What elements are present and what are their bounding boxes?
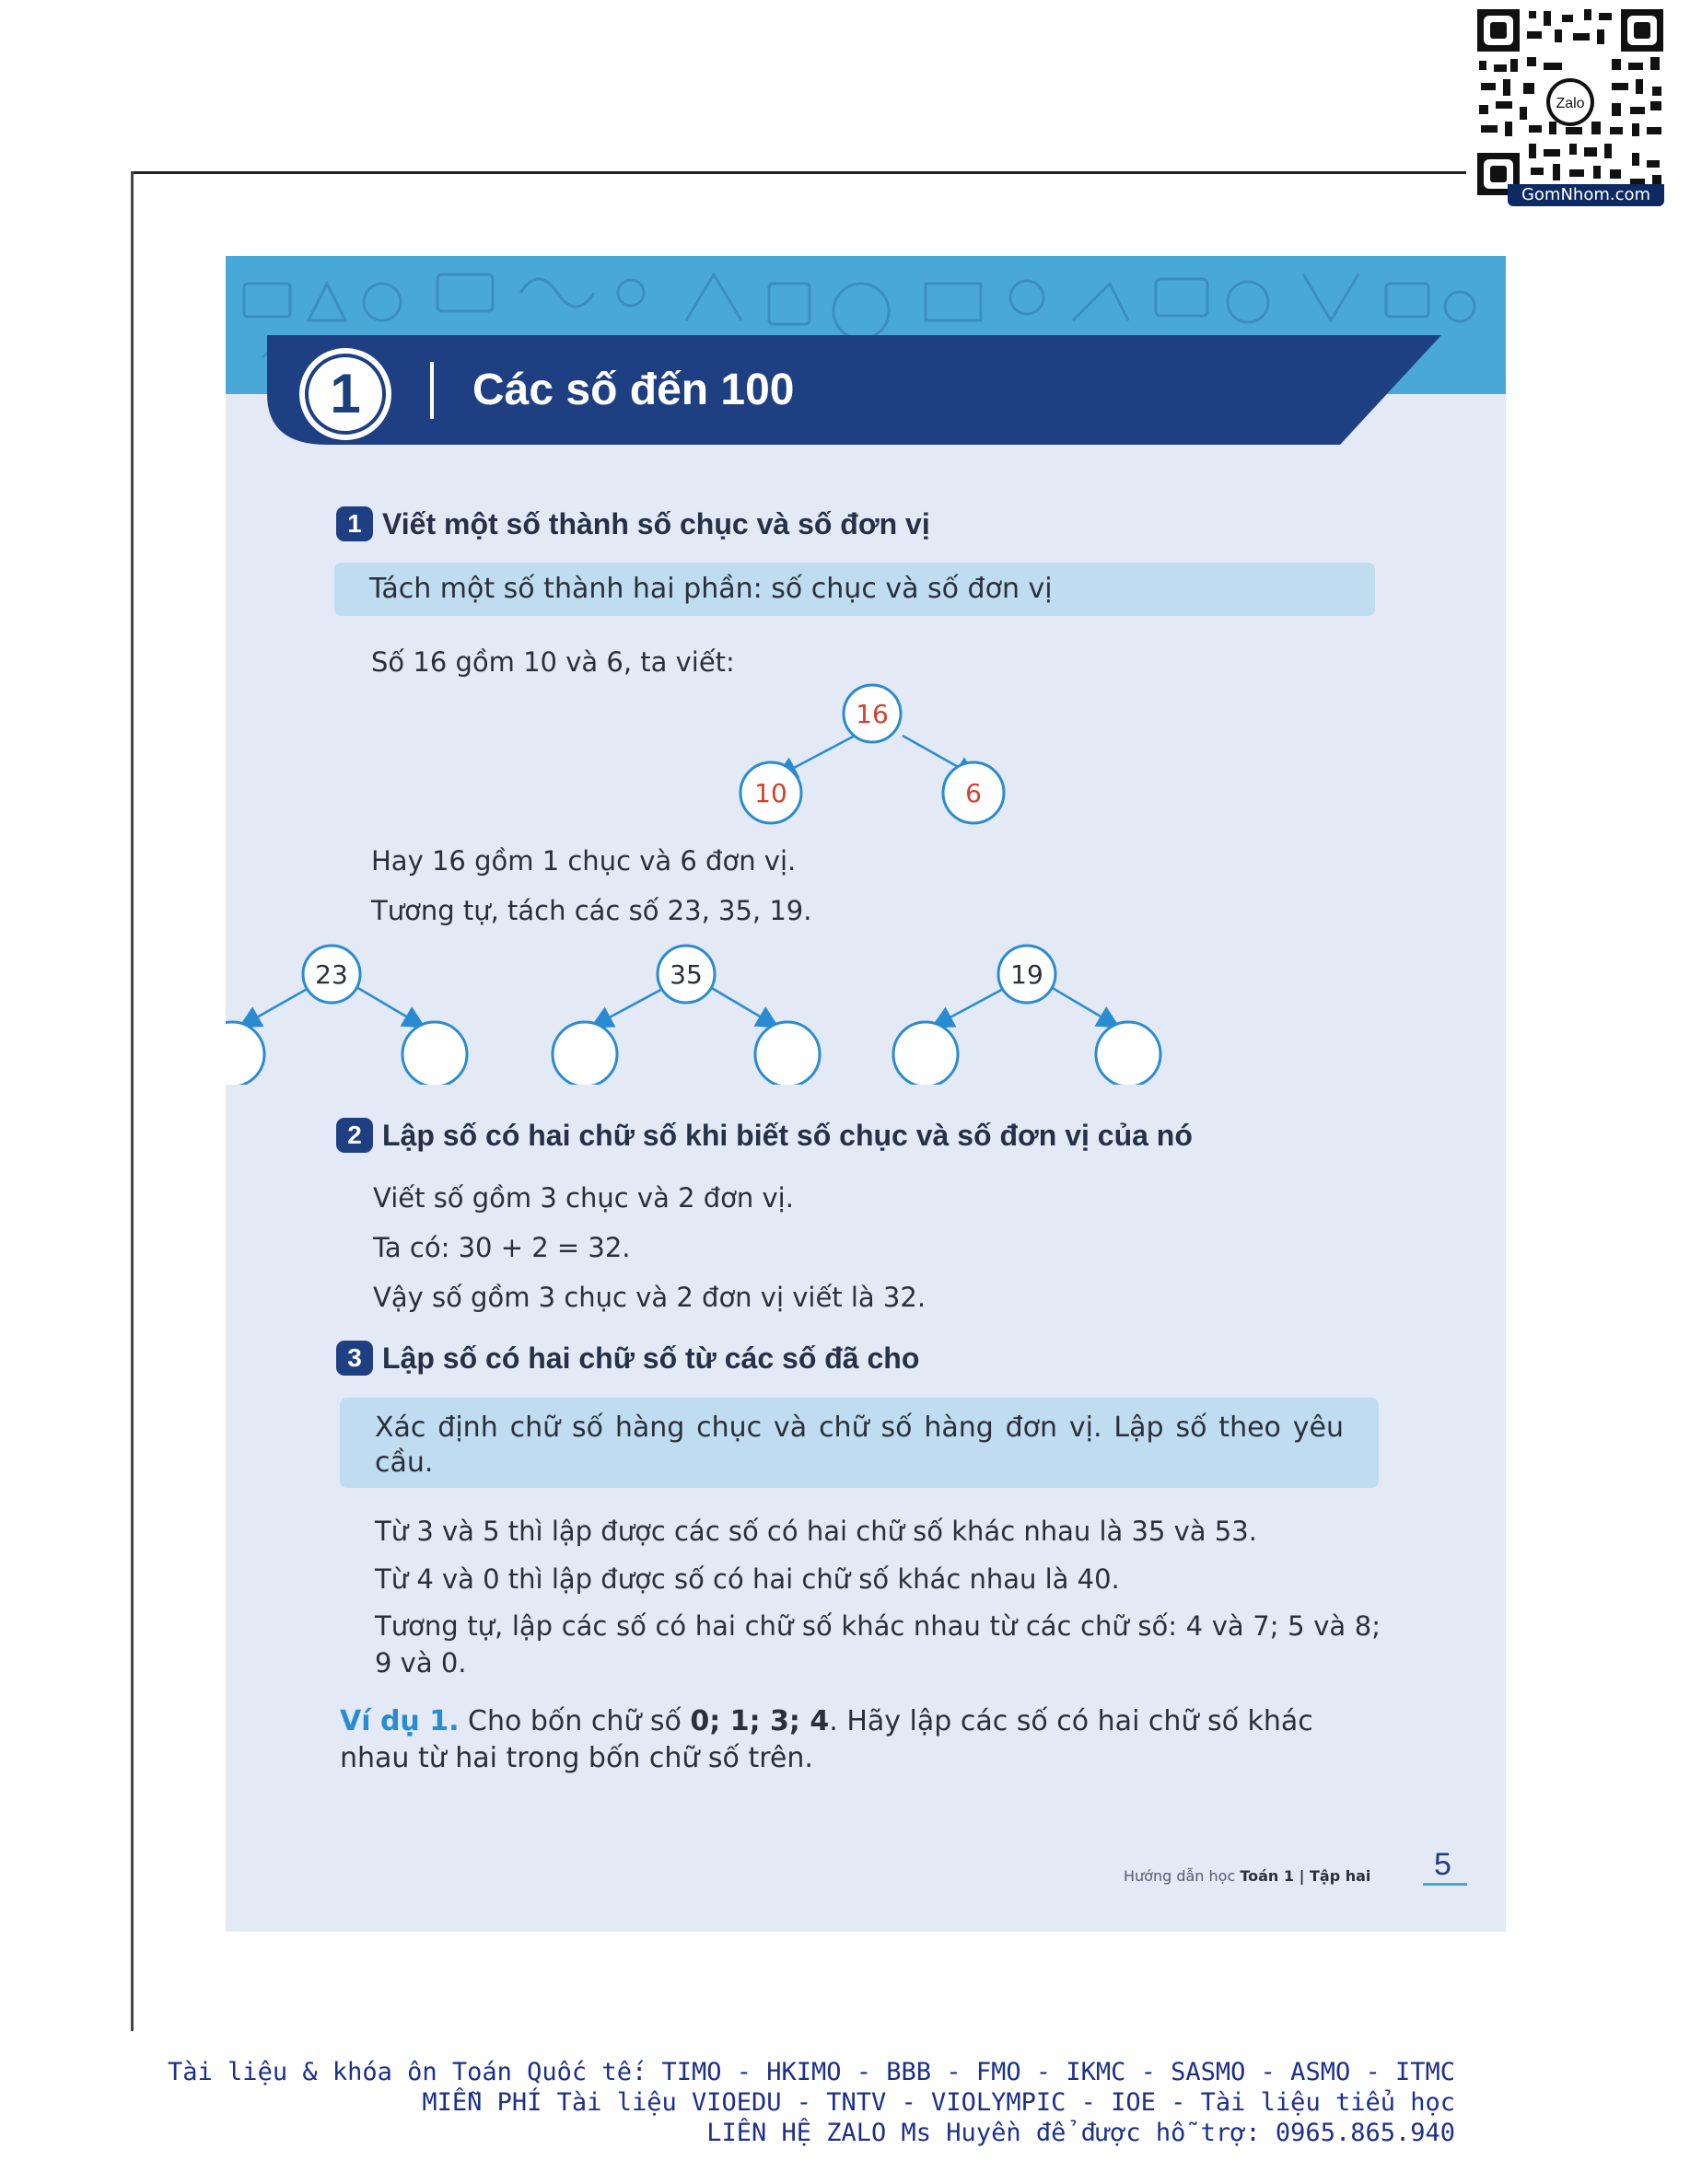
answer-circle[interactable] [402,1022,467,1085]
example-text: Viết số gồm 3 chục và 2 đơn vị. [373,1182,794,1214]
tree-root-value: 19 [1010,959,1043,990]
decomposition-tree-16 [740,685,1004,823]
example-1 [340,1703,1381,1777]
tree-left-value: 10 [754,778,787,808]
example-text: . Hãy lập các số có hai chữ số khác nhau từ hai trong bốn chữ số trên. [340,1705,1313,1774]
scan-edge [131,171,1466,174]
answer-circle[interactable] [893,1022,958,1085]
example-text: Số 16 gồm 10 và 6, ta viết: [371,646,735,678]
book-series: Hướng dẫn học [1124,1867,1241,1885]
section-title: Lập số có hai chữ số khi biết số chục và số đơn vị của nó [382,1118,1193,1152]
tree-root-value: 35 [670,959,703,990]
example-text: Cho bốn chữ số [459,1705,691,1737]
section-3-heading [336,1341,919,1376]
qr-code [1474,6,1667,199]
empty-tree-35 [553,946,820,1085]
page-number: 5 [1434,1847,1451,1882]
qr-banner: GomNhom.com [1508,184,1664,206]
example-text: Tương tự, lập các số có hai chữ số khác nhau từ các chữ số: 4 và 7; 5 và 8; 9 và 0. [375,1610,1381,1679]
example-text: Từ 3 và 5 thì lập được các số có hai chữ số khác nhau là 35 và 53. [375,1516,1257,1547]
book-footer [1124,1867,1370,1885]
page-title: Các số đến 100 [472,366,795,414]
promo-line: MIỄN PHÍ Tài liệu VIOEDU - TNTV - VIOLYMPIC - IOE - Tài liệu tiểu học [422,2088,1455,2117]
number-trees [226,256,1506,1085]
example-label: Ví dụ 1. [340,1705,460,1737]
example-text: Hay 16 gồm 1 chục và 6 đơn vị. [371,845,797,877]
textbook-page [226,256,1506,1932]
promo-line: LIÊN HỆ ZALO Ms Huyền để được hỗ trợ: 0965.865.940 [706,2119,1455,2147]
section-number-badge: 3 [336,1341,373,1376]
example-digits: 0; 1; 3; 4 [690,1705,830,1737]
answer-circle[interactable] [226,1022,264,1085]
svg-text:Zalo: Zalo [1556,96,1585,111]
section-title: Viết một số thành số chục và số đơn vị [382,506,930,540]
tree-root-value: 16 [856,699,889,729]
answer-circle[interactable] [755,1022,820,1085]
empty-tree-23 [226,946,467,1085]
hint-box: Xác định chữ số hàng chục và chữ số hàng đơn vị. Lập số theo yêu cầu. [340,1398,1379,1488]
example-text: Từ 4 và 0 thì lập được số có hai chữ số khác nhau là 40. [375,1563,1120,1595]
example-text: Ta có: 30 + 2 = 32. [373,1232,631,1263]
book-title: Toán 1 | Tập hai [1240,1867,1371,1885]
promo-line: Tài liệu & khóa ôn Toán Quốc tế: TIMO - HKIMO - BBB - FMO - IKMC - SASMO - ASMO - ITMC [168,2058,1455,2086]
empty-tree-19 [893,946,1160,1085]
section-title: Lập số có hai chữ số từ các số đã cho [382,1341,920,1375]
lesson-number: 1 [330,363,361,424]
answer-circle[interactable] [1096,1022,1160,1085]
example-text: Vậy số gồm 3 chục và 2 đơn vị viết là 32. [373,1282,927,1313]
page-number-underline [1423,1883,1467,1886]
scan-edge [131,171,134,2031]
section-2-heading [336,1118,1193,1153]
tree-right-value: 6 [965,778,982,808]
tree-root-value: 23 [315,959,348,990]
qr-code-image [1474,6,1667,199]
section-number-badge: 1 [336,506,373,541]
section-number-badge: 2 [336,1118,373,1153]
example-text: Tương tự, tách các số 23, 35, 19. [371,895,812,926]
answer-circle[interactable] [553,1022,617,1085]
hint-box: Tách một số thành hai phần: số chục và số đơn vị [334,563,1375,616]
